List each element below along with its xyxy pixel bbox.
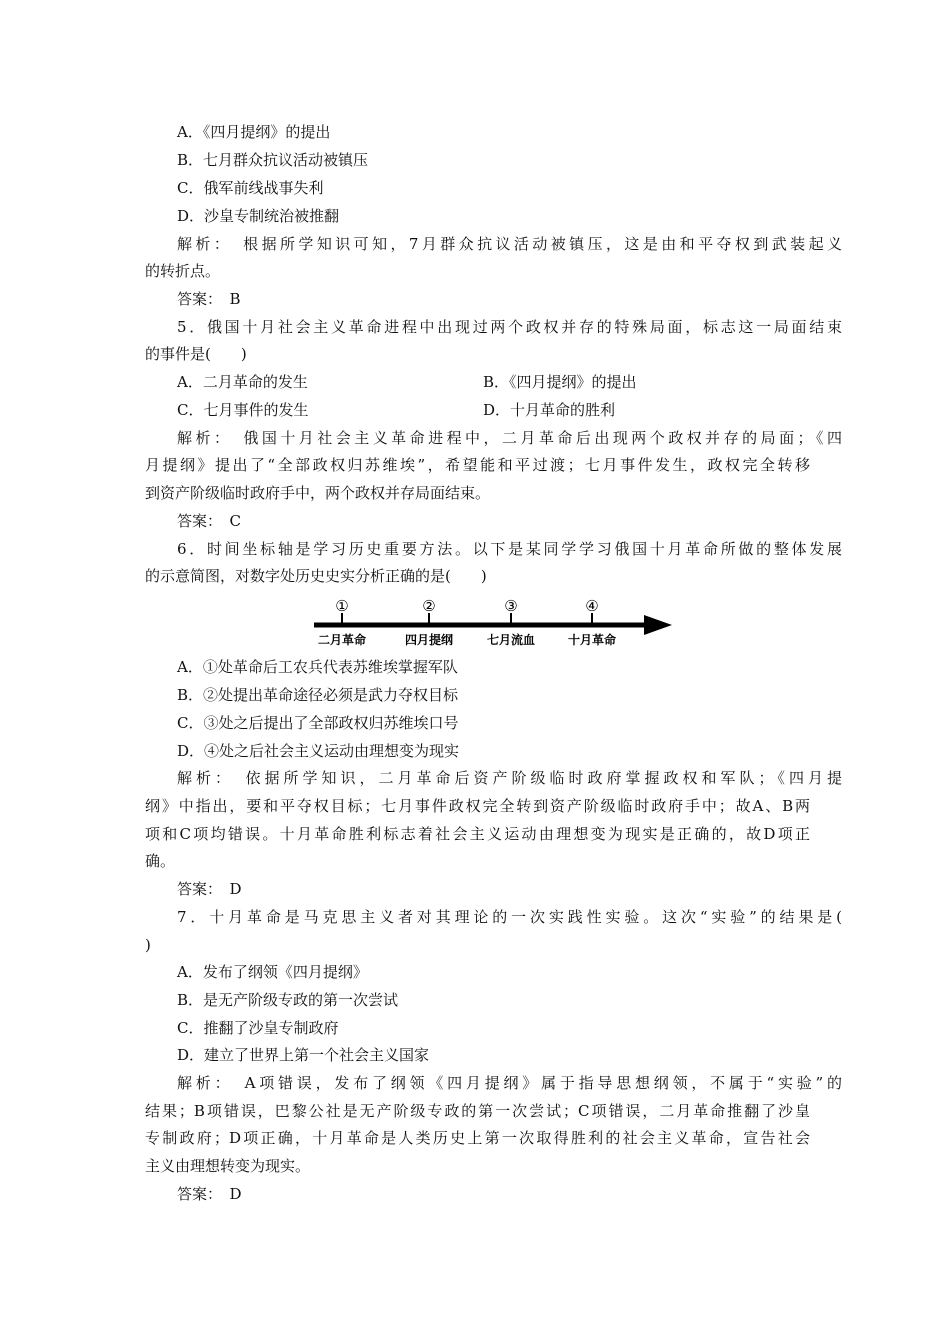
q6-stem-line-1: 6．时间坐标轴是学习历史重要方法。以下是某同学学习俄国十月革命所做的整体发展 [177,540,842,558]
timeline-mark-3-number: ③ [504,597,518,615]
q4-option-b: B．七月群众抗议活动被镇压 [177,151,369,169]
timeline-mark-4-number: ④ [585,597,599,615]
q5-option-b: B．《四月提纲》的提出 [483,373,637,391]
q7-stem-line-2: ) [145,936,151,954]
q5-option-d: D．十月革命的胜利 [483,401,616,419]
q6-option-b: B．②处提出革命途径必须是武力夺权目标 [177,686,459,704]
q7-option-a: A．发布了纲领《四月提纲》 [177,963,368,981]
q6-stem-line-2: 的示意简图，对数字处历史史实分析正确的是( ) [145,567,487,585]
q5-analysis-line-2: 月提纲》提出了“全部政权归苏维埃”，希望能和平过渡；七月事件发生，政权完全转移 [145,456,810,474]
timeline-diagram [310,597,672,651]
timeline-mark-2-label: 四月提纲 [404,633,454,647]
q5-answer: 答案： C [177,512,241,530]
q6-option-c: C．③处之后提出了全部政权归苏维埃口号 [177,714,459,732]
q4-analysis-line-1: 解析： 根据所学知识可知，7月群众抗议活动被镇压，这是由和平夺权到武装起义 [177,235,842,253]
q7-analysis-line-3: 专制政府；D项正确，十月革命是人类历史上第一次取得胜利的社会主义革命，宣告社会 [145,1129,810,1147]
timeline-mark-1 [318,597,366,647]
q6-analysis-line-1: 解析： 依据所学知识，二月革命后资产阶级临时政府掌握政权和军队；《四月提 [177,769,842,787]
q6-option-d: D．④处之后社会主义运动由理想变为现实 [177,742,460,760]
timeline-mark-3 [487,597,535,647]
q4-option-d: D．沙皇专制统治被推翻 [177,207,340,225]
q7-analysis-line-1: 解析： A项错误，发布了纲领《四月提纲》属于指导思想纲领，不属于“实验”的 [177,1074,842,1092]
timeline-arrowhead [644,615,672,635]
q5-stem-line-2: 的事件是( ) [145,345,247,363]
q5-stem-line-1: 5．俄国十月社会主义革命进程中出现过两个政权并存的特殊局面，标志这一局面结束 [177,318,842,336]
timeline-mark-4 [568,597,616,647]
timeline-mark-1-number: ① [335,597,349,615]
q7-option-d: D．建立了世界上第一个社会主义国家 [177,1046,430,1064]
q7-analysis-line-4: 主义由理想转变为现实。 [145,1157,311,1175]
q6-analysis-line-2: 纲》中指出，要和平夺权目标；七月事件政权完全转到资产阶级临时政府手中；故A、B两 [145,797,810,815]
q4-option-a: A．《四月提纲》的提出 [177,123,331,141]
q4-option-c: C．俄军前线战事失利 [177,179,324,197]
q7-option-b: B．是无产阶级专政的第一次尝试 [177,991,399,1009]
timeline-mark-2-number: ② [422,597,436,615]
q7-stem-line-1: 7．十月革命是马克思主义者对其理论的一次实践性实验。这次“实验”的结果是( [177,908,842,926]
q7-answer: 答案： D [177,1185,242,1203]
timeline-mark-3-label: 七月流血 [486,633,536,647]
q5-option-a: A．二月革命的发生 [177,373,308,391]
q4-answer: 答案： B [177,290,241,308]
timeline-mark-1-label: 二月革命 [317,633,367,647]
q6-option-a: A．①处革命后工农兵代表苏维埃掌握军队 [177,658,458,676]
timeline-mark-4-label: 十月革命 [567,633,617,647]
q7-option-c: C．推翻了沙皇专制政府 [177,1019,339,1037]
q5-option-c: C．七月事件的发生 [177,401,309,419]
q4-analysis-line-2: 的转折点。 [145,262,221,280]
q5-analysis-line-3: 到资产阶级临时政府手中，两个政权并存局面结束。 [145,484,491,502]
q7-analysis-line-2: 结果；B项错误，巴黎公社是无产阶级专政的第一次尝试；C项错误，二月革命推翻了沙皇 [145,1102,810,1120]
q6-answer: 答案： D [177,880,242,898]
q6-analysis-line-3: 项和C项均错误。十月革命胜利标志着社会主义运动由理想变为现实是正确的，故D项正 [145,825,810,843]
q6-analysis-line-4: 确。 [145,852,176,870]
timeline-mark-2 [405,597,453,647]
q5-analysis-line-1: 解析： 俄国十月社会主义革命进程中，二月革命后出现两个政权并存的局面；《四 [177,429,842,447]
